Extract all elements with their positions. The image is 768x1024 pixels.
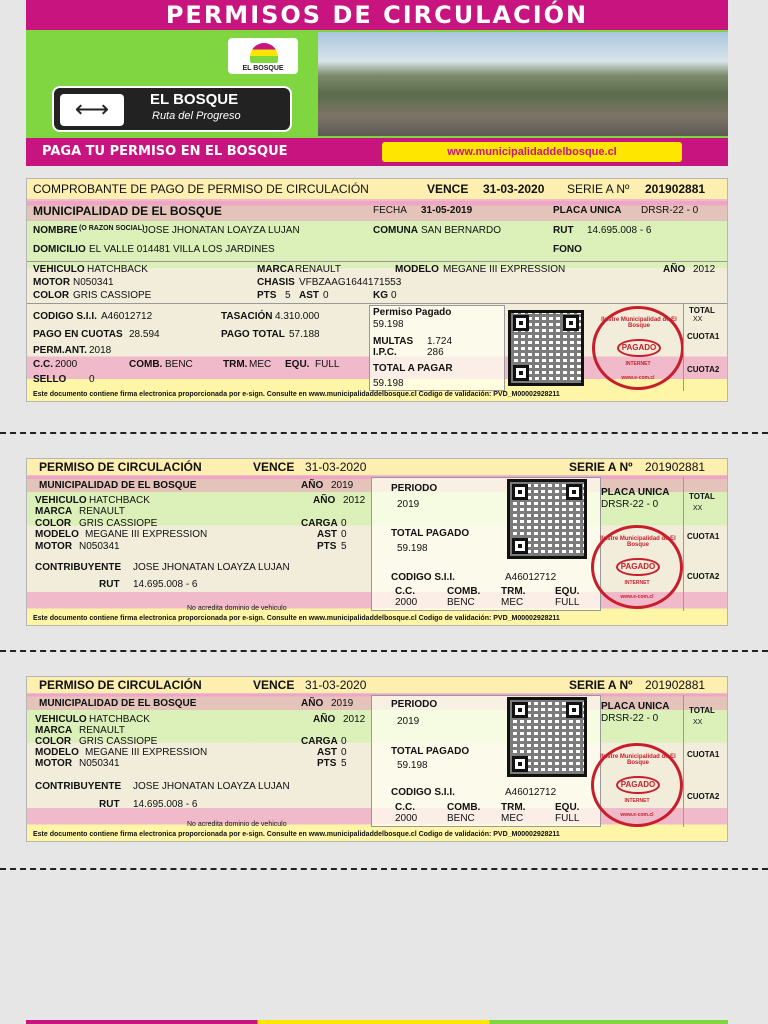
municipal-logo: EL BOSQUE (226, 36, 300, 76)
receipt-owner-name: JOSE JHONATAN LOAYZA LUJAN (143, 225, 300, 236)
qr-code-icon (507, 697, 587, 777)
qr-code-icon (507, 479, 587, 559)
receipt-heading: COMPROBANTE DE PAGO DE PERMISO DE CIRCULACIÓN (33, 182, 369, 196)
banner-bottom-bar (26, 138, 728, 166)
bottom-color-strip (26, 1020, 728, 1024)
banner-website-link[interactable]: www.municipalidaddelbosque.cl (382, 142, 682, 162)
header-banner (26, 0, 728, 166)
paid-stamp-icon: Ilustre Municipalidad de El Bosque PAGADO INTERNET www.e-com.cl (592, 306, 684, 390)
banner-pay-slogan: PAGA TU PERMISO EN EL BOSQUE (42, 144, 288, 159)
payment-receipt: COMPROBANTE DE PAGO DE PERMISO DE CIRCULACIÓN VENCE 31-03-2020 SERIE A Nº 201902881 MUNICIPALIDAD DE EL BOSQUE FECHA 31-05-2019 PLACA UNICA DRSR-22 - 0 NOMBRE (O RAZON SOCIAL) JOSE JHONATAN LOAYZA LUJAN COMUNA SAN BERNARDO RUT 14.695.008 - 6 DOMICILIO EL VALLE 014481 VILLA LOS JARDINES FONO VEHICULO HATCHBACK MARCA RENAULT MODELO MEGANE III EXPRESSION AÑO 2012 MOTOR N050341 CHASIS VFBZAAG1644171553 COLOR GRIS CASSIOPE PTS 5 AST 0 KG 0 CODIGO S.I.I. A46012712 TASACIÓN 4.310.000 PAGO EN CUOTAS 28.594 PAGO TOTAL 57.188 PERM.ANT. 2018 C.C. 2000 COMB. BENC TRM. MEC EQU. FULL SELLO 0 Permiso Pagado 59.198 MULTAS 1.724 I.P.C. 286 TOTAL A PAGAR 59.198 Ilustre Municipalidad de El Bosque PAGADO INTERNET www.e-com.cl TOTAL XX CUOTA1 CUOTA2 Este documento contiene firma electronica proporcionada por e-sign. Consulte en www.municipalidaddelbosque.cl Codigo de validación: PVD_M000029282​11 (26, 178, 728, 402)
receipt-address: EL VALLE 014481 VILLA LOS JARDINES (89, 244, 275, 255)
banner-title: PERMISOS DE CIRCULACIÓN (26, 0, 728, 30)
qr-code-icon (508, 310, 584, 386)
el-bosque-road-sign: ⟷ EL BOSQUE Ruta del Progreso (52, 86, 292, 132)
paid-stamp-icon: Ilustre Municipalidad de El Bosque PAGADO INTERNET www.e-com.cl (591, 743, 683, 827)
receipt-footer-note: Este documento contiene firma electronica proporcionada por e-sign. Consulte en www.municipalidaddelbosque.cl Codigo de validación: PVD_M000029282​11 (33, 391, 560, 398)
receipt-date: 31-05-2019 (421, 205, 473, 216)
cut-line (0, 650, 768, 652)
receipt-municipality: MUNICIPALIDAD DE EL BOSQUE (33, 204, 222, 218)
permit-stub-2: PERMISO DE CIRCULACIÓN VENCE 31-03-2020 SERIE A Nº 201902881 MUNICIPALIDAD DE EL BOSQUE AÑO 2019 VEHICULO HATCHBACK AÑO 2012 MARCA RENAULT COLOR GRIS CASSIOPE CARGA 0 MODELO MEGANE III EXPRESSION AST 0 MOTOR N050341 PTS 5 CONTRIBUYENTE JOSE JHONATAN LOAYZA LUJAN RUT 14.695.008 - 6 No acredita dominio de vehiculo PERIODO 2019 TOTAL PAGADO 59.198 CODIGO S.I.I. A46012712 C.C. 2000 COMB. BENC TRM. MEC EQU. FULL PLACA UNICA DRSR-22 - 0 Ilustre Municipalidad de El Bosque PAGADO INTERNET www.e-com.cl TOTAL XX CUOTA1 CUOTA2 Este documento contiene firma electronica proporcionada por e-sign. Consulte en www.municipalidaddelbosque.cl Codigo de validación: PVD_M000029282​11 (26, 676, 728, 842)
receipt-expiry: 31-03-2020 (483, 182, 545, 196)
receipt-serial: 201902881 (645, 182, 706, 196)
paid-stamp-icon: Ilustre Municipalidad de El Bosque PAGADO INTERNET www.e-com.cl (591, 525, 683, 609)
total-a-pagar-value: 59.198 (373, 378, 404, 389)
receipt-plate: DRSR-22 - 0 (641, 205, 699, 216)
receipt-rut: 14.695.008 - 6 (587, 225, 652, 236)
logo-mark-icon (250, 43, 278, 63)
permiso-pagado-value: 59.198 (373, 319, 404, 330)
banner-photo (318, 32, 728, 136)
permit-stub-1: PERMISO DE CIRCULACIÓN VENCE 31-03-2020 SERIE A Nº 201902881 MUNICIPALIDAD DE EL BOSQUE AÑO 2019 VEHICULO HATCHBACK AÑO 2012 MARCA RENAULT COLOR GRIS CASSIOPE CARGA 0 MODELO MEGANE III EXPRESSION AST 0 MOTOR N050341 PTS 5 CONTRIBUYENTE JOSE JHONATAN LOAYZA LUJAN RUT 14.695.008 - 6 No acredita dominio de vehiculo PERIODO 2019 TOTAL PAGADO 59.198 CODIGO S.I.I. A46012712 C.C. 2000 COMB. BENC TRM. MEC EQU. FULL PLACA UNICA DRSR-22 - 0 Ilustre Municipalidad de El Bosque PAGADO INTERNET www.e-com.cl TOTAL XX CUOTA1 CUOTA2 Este documento contiene firma electronica proporcionada por e-sign. Consulte en www.municipalidaddelbosque.cl Codigo de validación: PVD_M000029282​11 (26, 458, 728, 626)
cut-line (0, 432, 768, 434)
cut-line (0, 868, 768, 870)
double-arrow-icon: ⟷ (60, 94, 124, 126)
